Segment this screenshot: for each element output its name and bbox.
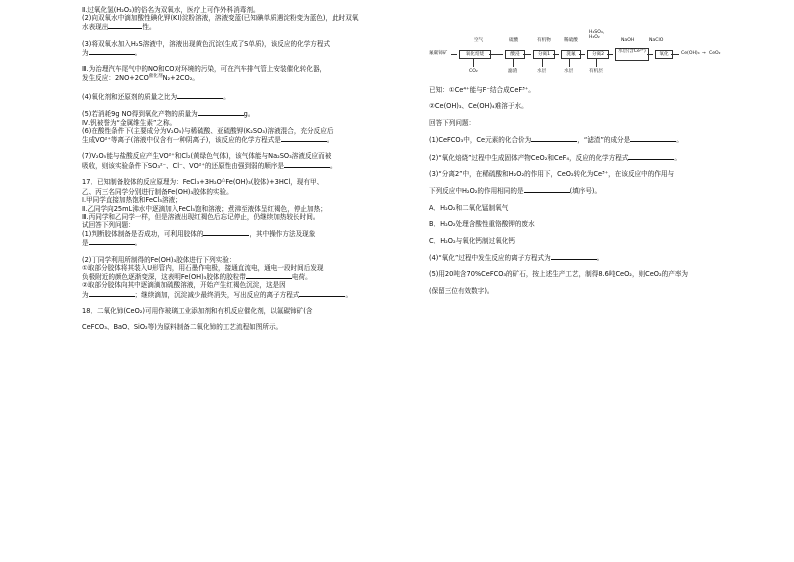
text: 。 (674, 153, 682, 162)
text-line: (7)V₂O₅能与盐酸反应产生VO²⁺和Cl₂(黄绿色气体)，该气体能与Na₂SO₃溶液反应而被 (82, 152, 332, 161)
answer-blank[interactable] (177, 92, 223, 99)
text: (2)“氧化焙烧”过程中生成固体产物CeO₂和CeF₄，反应的化学方程式 (429, 153, 629, 162)
text-line (82, 161, 402, 170)
answer-blank[interactable] (531, 135, 577, 142)
text-line: (2)向双氧水中滴加酸性碘化钾(KI)淀粉溶液，溶液变蓝(已知碘单质遇淀粉变为蓝色)，此时双氧 (82, 14, 359, 23)
text-line (82, 290, 402, 299)
text: 为 (82, 290, 89, 299)
text-line (82, 135, 402, 144)
text-line: 试回答下列问题： (82, 220, 135, 229)
step-box: 水层(含Ce³⁺) (615, 48, 649, 61)
input-label: 硫酸 (509, 38, 519, 43)
flow-arrow (647, 54, 653, 55)
answer-blank[interactable] (89, 238, 135, 245)
output-label: CO₂ (469, 69, 478, 74)
process-flowchart (429, 6, 729, 86)
delta-symbol: △ (221, 177, 226, 183)
text-line: 18．二氧化铈(CeO₂)可用作玻璃工业添加剂和有机反应催化剂，以氟碳铈矿(含 (82, 306, 313, 315)
text-line: ②取部分胶体向其中逐滴滴加硫酸溶液，开始产生红褐色沉淀，这是因 (82, 281, 286, 290)
text-line: (5)用20吨含70%CeFCO₃的矿石，按上述生产工艺，制得8.6吨CeO₂，则CeO₂的产率为 (429, 270, 688, 279)
text: 为 (82, 49, 89, 57)
text-line (82, 178, 402, 188)
text: Fe(OH)₃(胶体)+3HCl，现有甲、 (225, 177, 324, 186)
step-box: 氧化 (655, 50, 673, 59)
flow-arrow (596, 59, 597, 67)
text-line: 已知：①Ce⁴⁺能与F⁻结合成CeF³⁺。 (429, 86, 535, 94)
flow-arrow (671, 54, 679, 55)
answer-blank[interactable] (203, 229, 249, 236)
text-line: Ⅱ.过氧化氢(H₂O₂)的俗名为双氧水，医疗上可作外科消毒剂。 (82, 6, 260, 14)
answer-blank[interactable] (284, 161, 330, 168)
answer-blank[interactable] (198, 109, 244, 116)
text-line (429, 186, 734, 195)
flow-arrow (607, 54, 613, 55)
step-box: 分离2 (587, 50, 609, 59)
answer-blank[interactable] (281, 135, 327, 142)
answer-blank[interactable] (246, 272, 292, 279)
left-column (82, 6, 402, 332)
text-line: 回答下列问题： (429, 118, 476, 127)
text: g。 (243, 110, 255, 119)
text: 发生反应：2NO+2CO (82, 73, 149, 82)
product-label: Ce(OH)₄ (681, 51, 700, 56)
text-line: Ⅲ.丙同学和乙同学一样，但是溶液出现红褐色后忘记停止，仍继续加热较长时间。 (82, 212, 320, 221)
text: 。 (326, 135, 334, 144)
flow-arrow (523, 54, 531, 55)
text-line (429, 153, 734, 162)
product-label: CeO₂ (709, 51, 721, 56)
text: 。 (223, 92, 230, 101)
option-a: A．H₂O₂和二氧化锰制氧气 (429, 203, 509, 212)
answer-blank[interactable] (89, 290, 135, 297)
output-label: 水层 (537, 69, 547, 74)
flow-arrow (542, 59, 543, 67)
step-box: 分离1 (533, 50, 555, 59)
text: 17．已知制备胶体的反应原理为：FeCl₃+3H₂O (82, 177, 222, 186)
step-box: 洗氟 (561, 50, 581, 59)
input-label: H₂SO₄、H₂O₂ (589, 30, 608, 40)
answer-blank[interactable] (524, 186, 570, 193)
text-line (82, 92, 402, 101)
text: 。 (676, 136, 683, 145)
output-label: 水层 (564, 69, 574, 74)
text-line: (2)丁同学利用所制得的Fe(OH)₃胶体进行下列实验： (82, 255, 236, 264)
flow-arrow (473, 59, 474, 67)
text: N₂+2CO₂。 (162, 73, 199, 82)
text: ；继续滴加，沉淀减少最终消失，写出反应的离子方程式 (134, 290, 300, 299)
input-label: 有机物 (537, 38, 551, 43)
flow-arrow (553, 54, 559, 55)
flow-arrow (569, 59, 570, 67)
text: (填序号)。 (569, 187, 602, 196)
output-label: 有机层 (589, 69, 603, 74)
text: 。 (596, 253, 604, 262)
text: 性。 (142, 23, 156, 32)
answer-blank[interactable] (630, 135, 676, 142)
input-label: 稀硫酸 (564, 38, 578, 43)
text-line (82, 74, 402, 84)
step-box: 酸浸 (505, 50, 525, 59)
input-label: NaOH (621, 38, 635, 43)
step-box: 氧化焙烧 (459, 50, 491, 59)
text: 电荷。 (291, 273, 312, 282)
text-line (82, 48, 402, 57)
raw-material-label: 氟碳铈矿 (429, 51, 448, 56)
text-line: Ⅱ.乙同学向25mL沸水中逐滴加入FeCl₃饱和溶液；煮沸至液体呈红褐色，停止加热； (82, 204, 327, 213)
answer-blank[interactable] (108, 22, 142, 29)
text: 生成VO²⁺等离子(溶液中仅含有一种阴离子)，该反应的化学方程式是 (82, 135, 281, 144)
text-line (429, 253, 734, 262)
output-label: 滤渣 (508, 69, 518, 74)
text-line (82, 238, 402, 247)
text: 下列反应中H₂O₂的作用相同的是 (429, 187, 524, 196)
text: 水表现出 (82, 23, 109, 32)
text: (1)判断胶体制备是否成功，可利用胶体的 (82, 230, 204, 239)
text-line: ②Ce(OH)₃、Ce(OH)₄难溶于水。 (429, 102, 528, 111)
text-line: Ⅳ.钒被誉为“金属维生素”之称。 (82, 118, 177, 127)
text: 。 (345, 290, 353, 299)
text: 。 (134, 239, 142, 248)
text-line: Ⅲ.为治理汽车尾气中的NO和CO对环境的污染，可在汽车排气管上安装催化转化器， (82, 65, 327, 74)
text: (5)若消耗9g NO得到氧化产物的质量为 (82, 110, 198, 119)
text-line: (3)“分离2”中，在稀硫酸和H₂O₂的作用下，CeO₂转化为Ce³⁺，在该反应中的作用与 (429, 169, 675, 178)
catalyst-label: 催化剂 (148, 73, 163, 79)
text: 。 (330, 161, 337, 170)
text-line: (3)将双氧水加入H₂S溶液中，溶液出现黄色沉淀(生成了S单质)，该反应的化学方程式 (82, 39, 331, 48)
text-line: (保留三位有效数字)。 (429, 286, 494, 295)
flow-arrow (451, 54, 457, 55)
text: 是 (82, 239, 89, 248)
flow-arrow (513, 59, 514, 67)
flow-arrow (579, 54, 585, 55)
arrow-glyph: → (702, 51, 706, 56)
flow-arrow (489, 54, 503, 55)
text: 吸收，则该实验条件下SO₃²⁻、Cl⁻、VO²⁺的还原性由强到弱的顺序是 (82, 161, 285, 170)
text-line (429, 135, 734, 144)
text: 。 (134, 49, 142, 57)
text: (4)“氧化”过程中发生反应的离子方程式为 (429, 253, 551, 262)
text: (1)CeFCO₃中，Ce元素的化合价为 (429, 136, 532, 145)
right-column (429, 86, 734, 295)
text-line (82, 109, 402, 118)
answer-blank[interactable] (89, 48, 135, 55)
input-label: NaClO (649, 38, 664, 43)
text-line (82, 272, 402, 281)
answer-blank[interactable] (299, 290, 345, 297)
text-line: CeFCO₃、BaO、SiO₂等)为原料制备二氧化铈的工艺流程如图所示。 (82, 323, 283, 332)
text-line (82, 22, 402, 31)
text-line: (6)在酸性条件下(主要成分为V₂O₅)与稀硫酸、亚硫酸钾(K₂SO₃)溶液混合，充分反应后 (82, 126, 334, 135)
text-line: Ⅰ.甲同学直接加热饱和FeCl₃溶液； (82, 196, 182, 205)
text-line: ①取部分胶体将其装入U形管内，用石墨作电极，接通直流电，通电一段时间后发现 (82, 263, 324, 272)
option-c: C．H₂O₂与氧化钙制过氧化钙 (429, 236, 515, 245)
option-b: B．H₂O₂处理含酸性重铬酸钾的废水 (429, 220, 535, 229)
answer-blank[interactable] (551, 253, 597, 260)
answer-blank[interactable] (628, 153, 674, 160)
text: ，“滤渣”的成分是 (577, 136, 631, 145)
text: ，其中操作方法及现象 (249, 230, 316, 239)
text: (4)氧化剂和还原剂的质量之比为 (82, 92, 178, 101)
text: 负极附近的颜色逐渐变深，这表明Fe(OH)₃胶体的胶粒带 (82, 273, 246, 282)
text-line (82, 229, 402, 238)
input-label: 空气 (474, 38, 484, 43)
text-line: 乙、丙三名同学分别进行制备Fe(OH)₃胶体的实验。 (82, 188, 233, 197)
